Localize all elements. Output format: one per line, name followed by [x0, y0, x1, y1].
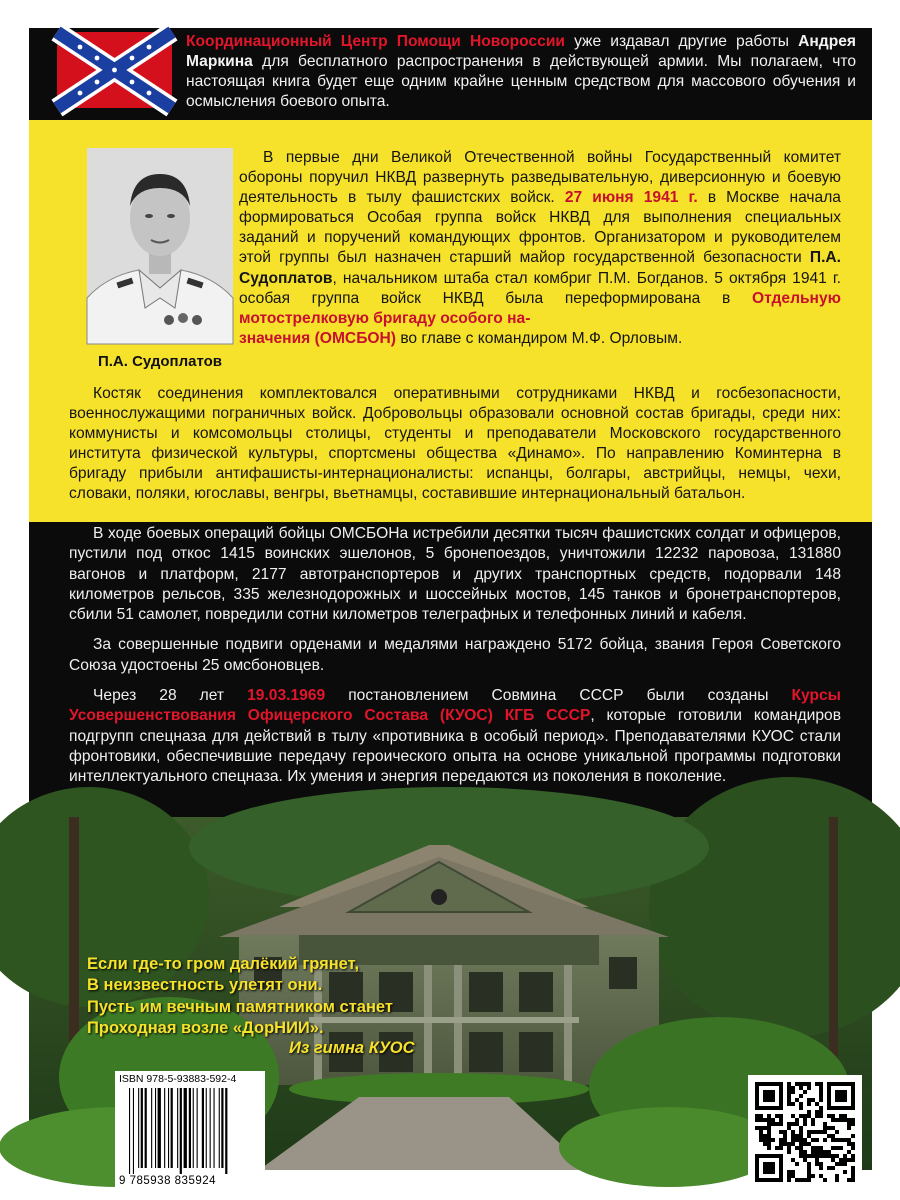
intro-paragraph: В первые дни Великой Отечественной войны Государственный комитет обороны поручил НКВД развернуть разведывательную, диверсионную и боевую деятельность в тылу фашистских войск. 27 июня 1941 г. в Москве начала формироваться Особая группа войск НКВД для выполнения специальных заданий и поручений командующих фронтов. Организатором и руководителем этой группы был назначен старший майор государственной безопасности П.А. Судоплатов, начальником штаба стал комбриг П.М. Богданов. 5 октября 1941 г. особая группа войск НКВД была переформирована в Отдельную мотострелковую бригаду особого на- значения (ОМСБОН) во главе с командиром М.Ф. Орловым. — [239, 149, 841, 347]
date-19-03-1969: 19.03.1969 — [247, 687, 326, 705]
qr-code-icon — [748, 1075, 862, 1189]
sudoplatov-name: П.А. Судоплатов — [239, 249, 841, 287]
composition-paragraph: Костяк соединения комплектовался оперативными сотрудниками НКВД и госбезопасности, военнослужащими пограничных войск. Добровольцы образовали основной состав бригады, среди них: коммунисты и комсомольцы столицы, студенты и преподаватели Московского государственного института физической культуры, спортсмены общества «Динамо». По направлению Коминтерна в бригаду прибыли антифашисты-интернационалисты: испанцы, болгары, австрийцы, немцы, чехи, словаки, поляки, югославы, венгры, вьетнамцы, составившие интернациональный батальон. — [69, 385, 841, 503]
kuos-name: Курсы Усовершенствования Офицерского Состава (КУОС) КГБ СССР — [69, 687, 841, 725]
poem-attribution: Из гимна КУОС — [289, 1039, 415, 1057]
portrait-photo — [87, 148, 233, 344]
qr-code — [748, 1075, 862, 1189]
poem-line: В неизвестность улетят они. — [87, 976, 323, 995]
org-name: Координационный Центр Помощи Новороссии — [186, 33, 565, 50]
poem-line: Проходная возле «ДорНИИ». — [87, 1018, 324, 1037]
omsbon-highlight: Отдельную мотострелковую бригаду особого на- значения (ОМСБОН) — [239, 289, 841, 347]
awards-paragraph: За совершенные подвиги орденами и медалями награждено 5172 бойца, звания Героя Советского Союза удостоены 25 омсбоновцев. — [69, 636, 841, 674]
isbn-number: ISBN 978-5-93883-592-4 — [119, 1073, 237, 1085]
novorossiya-flag — [57, 32, 172, 108]
poem-line: Если где-то гром далёкий грянет, — [87, 955, 360, 973]
yellow-panel — [29, 120, 872, 522]
operations-paragraph: В ходе боевых операций бойцы ОМСБОНа истребили десятки тысяч фашистских солдат и офицеров, пустили под откос 1415 воинских эшелонов, 5 бронепоездов, уничтожили 12232 паровоза, 131880 вагонов и платформ, 2177 автотранспортеров и других транспортных средств, подорвали 148 километров рельсов, 335 железнодорожных и шоссейных мостов, 145 танков и бронетранспортеров, сбили 51 самолет, повредили сотни километров телеграфных и телефонных линий и кабеля. — [69, 525, 841, 624]
barcode-icon — [127, 1088, 255, 1174]
poem-line: Пусть им вечным памятником станет — [87, 997, 393, 1016]
isbn-barcode — [115, 1071, 265, 1191]
top-band — [29, 28, 872, 120]
photo-caption: П.А. Судоплатов — [97, 353, 223, 370]
achievements-text — [69, 524, 841, 798]
date-27-june-1941: 27 июня 1941 г. — [564, 189, 698, 207]
flag-saltire-icon — [57, 32, 172, 108]
author-name: Андрея Маркина — [186, 33, 856, 70]
back-cover — [29, 28, 872, 1187]
publisher-note: Координационный Центр Помощи Новороссии уже издавал другие работы Андрея Маркина для бесплатного распространения в действующей армии. Мы полагаем, что настоящая книга будет еще одним крайне ценным средством для массового обучения и осмысления боевого опыта. — [186, 33, 856, 110]
anthem-poem — [87, 954, 393, 1039]
barcode-digits: 9 785938 835924 — [119, 1175, 217, 1187]
kuos-paragraph: Через 28 лет 19.03.1969 постановлением Совмина СССР были созданы Курсы Усовершенствования Офицерского Состава (КУОС) КГБ СССР, которые готовили командиров подгрупп спецназа для действий в тылу «противника в особый период». Преподавателями КУОС стали фронтовики, обеспечившие передачу героического опыта на основе уникальной программы подготовки интеллектуального спецназа. Их умения и энергия передаются из поколения в поколение. — [69, 687, 841, 786]
portrait-icon — [87, 148, 233, 344]
